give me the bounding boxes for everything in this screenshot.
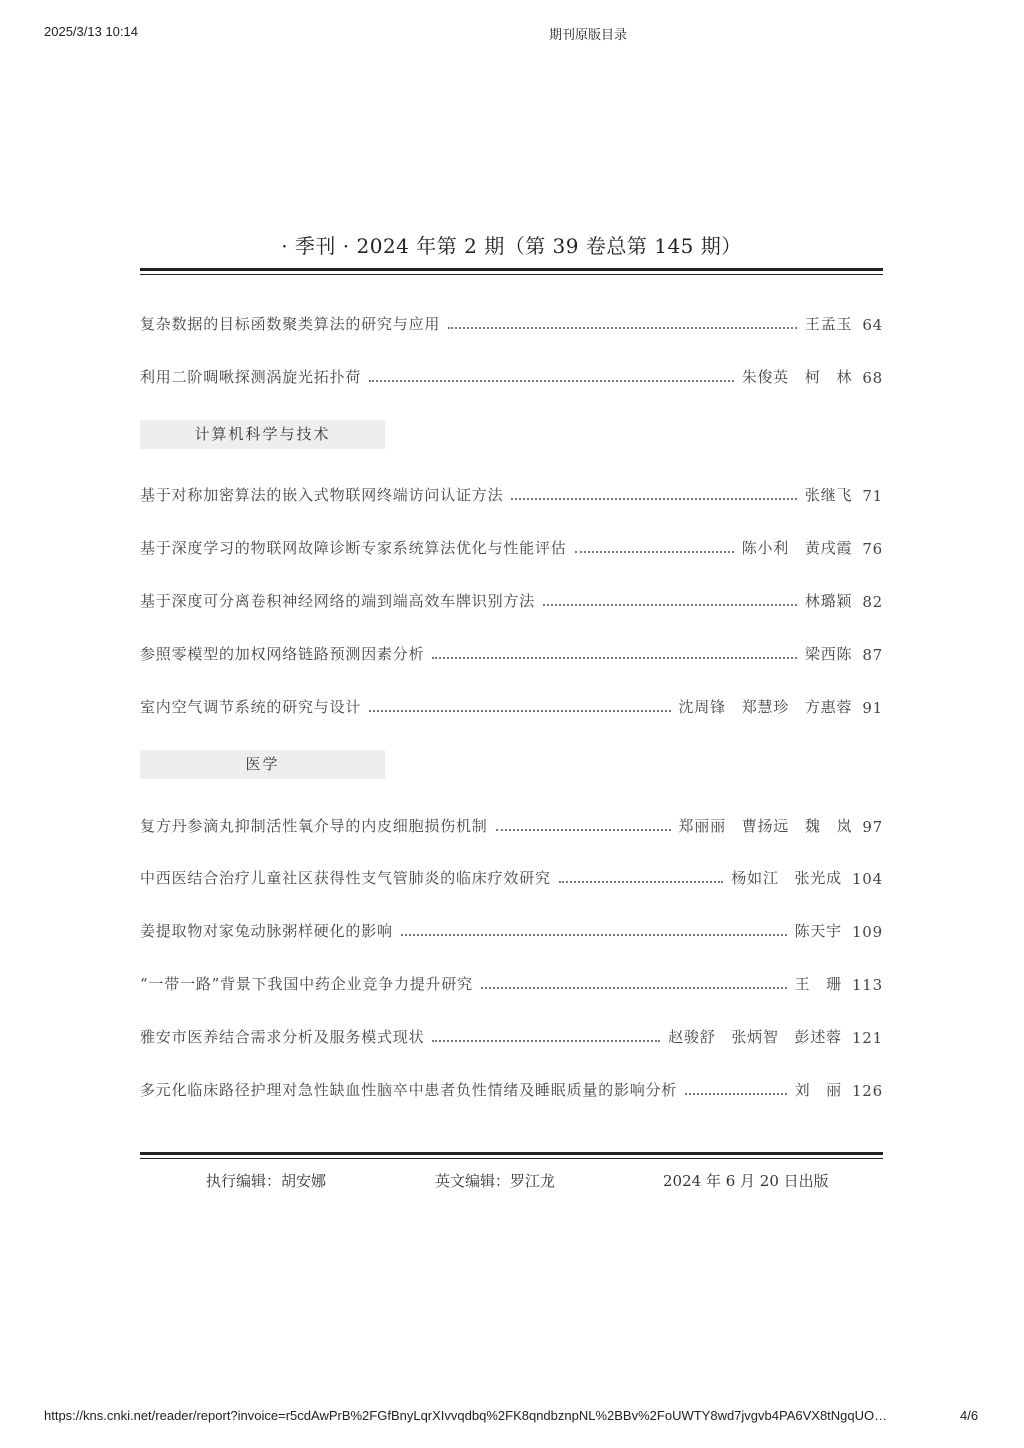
dot-leader bbox=[559, 881, 724, 883]
toc-entry[interactable] bbox=[140, 310, 883, 334]
entry-authors: 王孟玉 bbox=[804, 315, 853, 333]
entry-authors: 张继飞 bbox=[804, 486, 853, 504]
toc-entry[interactable] bbox=[140, 640, 883, 664]
entry-title[interactable]: 姜提取物对家兔动脉粥样硬化的影响 bbox=[140, 922, 393, 940]
toc-entry[interactable] bbox=[140, 917, 883, 941]
toc-entry[interactable] bbox=[140, 693, 883, 717]
dot-leader bbox=[369, 380, 734, 382]
top-double-rule bbox=[140, 268, 883, 275]
toc-entry[interactable] bbox=[140, 534, 883, 558]
english-editor: 英文编辑：罗江龙 bbox=[435, 1172, 556, 1190]
print-page-indicator: 4/6 bbox=[960, 1408, 979, 1423]
toc-entry[interactable] bbox=[140, 864, 883, 888]
entry-page: 71 bbox=[862, 487, 883, 505]
toc-entry[interactable] bbox=[140, 587, 883, 611]
entry-page: 87 bbox=[862, 646, 883, 664]
entry-page: 104 bbox=[851, 870, 883, 888]
entry-page: 76 bbox=[862, 540, 883, 558]
entry-page: 68 bbox=[862, 369, 883, 387]
entry-title[interactable]: 参照零模型的加权网络链路预测因素分析 bbox=[140, 645, 425, 663]
entry-authors: 林璐颖 bbox=[804, 592, 853, 610]
entry-title[interactable]: 基于深度可分离卷积神经网络的端到端高效车牌识别方法 bbox=[140, 592, 536, 610]
executive-editor: 执行编辑：胡安娜 bbox=[206, 1172, 327, 1190]
entry-title[interactable]: 利用二阶啁啾探测涡旋光拓扑荷 bbox=[140, 368, 362, 386]
entry-page: 113 bbox=[851, 976, 883, 994]
dot-leader bbox=[511, 498, 797, 500]
entry-authors: 王 珊 bbox=[794, 975, 842, 993]
print-url[interactable]: https://kns.cnki.net/reader/report?invoice=r5cdAwPrB%2FGfBnyLqrXIvvqdbq%2FK8qndbznpNL%2BBv%2FoUWTY8wd7jvgvb4PA6VX8tNgqUO… bbox=[44, 1408, 888, 1423]
print-footer bbox=[0, 1408, 1024, 1428]
publish-date: 2024 年 6 月 20 日出版 bbox=[663, 1172, 829, 1190]
print-page-title: 期刊原版目录 bbox=[548, 27, 627, 42]
toc-entry[interactable] bbox=[140, 1023, 883, 1047]
section-heading-computer-science: 计算机科学与技术 bbox=[140, 420, 385, 449]
entry-authors: 杨如江 张光成 bbox=[731, 869, 842, 887]
entry-title[interactable]: 雅安市医养结合需求分析及服务模式现状 bbox=[140, 1028, 425, 1046]
section-heading-medicine: 医学 bbox=[140, 750, 385, 779]
entry-page: 64 bbox=[862, 316, 883, 334]
entry-authors: 郑丽丽 曹扬远 魏 岚 bbox=[678, 817, 853, 835]
entry-title[interactable]: “一带一路”背景下我国中药企业竞争力提升研究 bbox=[140, 975, 473, 993]
entry-title[interactable]: 复方丹参滴丸抑制活性氧介导的内皮细胞损伤机制 bbox=[140, 817, 488, 835]
dot-leader bbox=[575, 551, 734, 553]
dot-leader bbox=[432, 1040, 660, 1042]
toc-entry[interactable] bbox=[140, 970, 883, 994]
entry-page: 91 bbox=[862, 699, 883, 717]
dot-leader bbox=[543, 604, 797, 606]
entry-page: 126 bbox=[851, 1082, 883, 1100]
entry-title[interactable]: 室内空气调节系统的研究与设计 bbox=[140, 698, 362, 716]
entry-page: 121 bbox=[851, 1029, 883, 1047]
entry-authors: 陈小利 黄戌霞 bbox=[741, 539, 853, 557]
entry-authors: 陈天宇 bbox=[794, 922, 842, 940]
dot-leader bbox=[496, 829, 671, 831]
dot-leader bbox=[401, 934, 787, 936]
dot-leader bbox=[448, 327, 797, 329]
dot-leader bbox=[481, 987, 787, 989]
entry-authors: 刘 丽 bbox=[794, 1081, 842, 1099]
dot-leader bbox=[369, 710, 670, 712]
entry-title[interactable]: 多元化临床路径护理对急性缺血性脑卒中患者负性情绪及睡眠质量的影响分析 bbox=[140, 1081, 678, 1099]
dot-leader bbox=[432, 657, 797, 659]
entry-page: 109 bbox=[851, 923, 883, 941]
toc-entry[interactable] bbox=[140, 812, 883, 836]
entry-authors: 梁西陈 bbox=[804, 645, 853, 663]
issue-title: · 季刊 · 2024 年第 2 期（第 39 卷总第 145 期） bbox=[281, 234, 742, 258]
print-datetime: 2025/3/13 10:14 bbox=[44, 24, 138, 39]
entry-page: 82 bbox=[862, 593, 883, 611]
bottom-double-rule bbox=[140, 1152, 883, 1159]
entry-authors: 沈周锋 郑慧珍 方惠蓉 bbox=[678, 698, 853, 716]
toc-entry[interactable] bbox=[140, 363, 883, 387]
entry-title[interactable]: 中西医结合治疗儿童社区获得性支气管肺炎的临床疗效研究 bbox=[140, 869, 551, 887]
dot-leader bbox=[685, 1093, 786, 1095]
entry-authors: 朱俊英 柯 林 bbox=[741, 368, 853, 386]
entry-title[interactable]: 基于对称加密算法的嵌入式物联网终端访问认证方法 bbox=[140, 486, 504, 504]
entry-title[interactable]: 复杂数据的目标函数聚类算法的研究与应用 bbox=[140, 315, 441, 333]
print-header bbox=[0, 24, 1024, 44]
entry-authors: 赵骏舒 张炳智 彭述蓉 bbox=[668, 1028, 842, 1046]
toc-entry[interactable] bbox=[140, 481, 883, 505]
entry-page: 97 bbox=[862, 818, 883, 836]
toc-entry[interactable] bbox=[140, 1076, 883, 1100]
entry-title[interactable]: 基于深度学习的物联网故障诊断专家系统算法优化与性能评估 bbox=[140, 539, 567, 557]
editorial-info bbox=[140, 1170, 883, 1194]
